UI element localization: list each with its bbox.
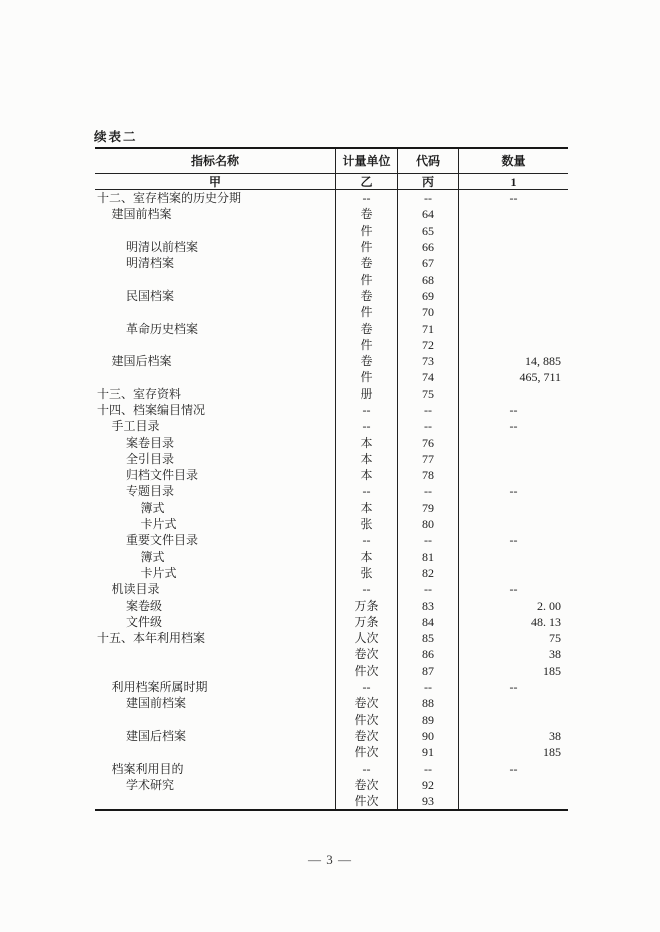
quantity-cell: 185: [458, 663, 568, 679]
table-row: [95, 695, 568, 711]
indicator-name-cell: 文件级: [126, 614, 163, 629]
quantity-cell: [458, 516, 568, 532]
indicator-name-cell: 十五、本年利用档案: [97, 631, 206, 646]
unit-cell: 卷: [335, 288, 397, 304]
indicator-name-cell: 明清档案: [126, 256, 175, 271]
indicator-name-cell: 十四、档案编目情况: [97, 403, 206, 417]
unit-cell: 件: [335, 337, 397, 353]
quantity-cell: [458, 434, 568, 450]
table-row: [95, 451, 568, 467]
code-cell: 66: [397, 239, 458, 255]
table-row: [95, 467, 568, 483]
quantity-cell: [458, 777, 568, 793]
code-cell: --: [397, 418, 458, 434]
table-continuation-label: 续表二: [94, 130, 138, 144]
unit-cell: 卷: [335, 206, 397, 222]
code-cell: 69: [397, 288, 458, 304]
table-row: [95, 483, 568, 499]
code-cell: 72: [397, 337, 458, 353]
quantity-cell: 38: [458, 646, 568, 662]
unit-cell: 万条: [335, 614, 397, 630]
indicator-name-cell: 革命历史档案: [126, 321, 199, 336]
unit-cell: 卷次: [335, 777, 397, 793]
code-cell: --: [397, 190, 458, 206]
unit-cell: --: [335, 760, 397, 776]
code-cell: 83: [397, 597, 458, 613]
indicator-name-cell: 利用档案所属时期: [111, 680, 208, 695]
indicator-name-cell: 卡片式: [140, 517, 177, 532]
code-cell: 92: [397, 777, 458, 793]
unit-cell: 本: [335, 467, 397, 483]
unit-cell: 本: [335, 500, 397, 516]
indicator-name-cell: 建国后档案: [111, 354, 172, 369]
quantity-cell: [458, 255, 568, 271]
indicator-name-cell: 重要文件目录: [126, 533, 199, 548]
indicator-name-cell: [95, 712, 335, 728]
unit-cell: 卷: [335, 255, 397, 271]
unit-cell: 件: [335, 271, 397, 287]
quantity-cell: [458, 239, 568, 255]
quantity-cell: [458, 386, 568, 402]
indicator-name-cell: 专题目录: [126, 484, 175, 499]
table-row: [95, 223, 568, 239]
table-row: [95, 646, 568, 662]
table-row: [95, 712, 568, 728]
indicator-name-cell: 簿式: [140, 549, 165, 564]
unit-cell: 人次: [335, 630, 397, 646]
code-cell: --: [397, 483, 458, 499]
quantity-cell: [458, 271, 568, 287]
code-cell: --: [397, 679, 458, 695]
col-header-indicator-name: 指标名称: [190, 154, 239, 168]
quantity-cell: --: [458, 190, 568, 206]
code-cell: 88: [397, 695, 458, 711]
table-row: [95, 565, 568, 581]
quantity-cell: --: [458, 679, 568, 695]
unit-cell: 件次: [335, 793, 397, 809]
table-row: [95, 402, 568, 418]
unit-cell: --: [335, 418, 397, 434]
code-cell: 82: [397, 565, 458, 581]
table-row: [95, 418, 568, 434]
quantity-cell: [458, 695, 568, 711]
quantity-cell: [458, 793, 568, 809]
table-row: [95, 549, 568, 565]
unit-cell: 件次: [335, 663, 397, 679]
table-row: [95, 288, 568, 304]
code-cell: 84: [397, 614, 458, 630]
code-cell: 78: [397, 467, 458, 483]
code-cell: 80: [397, 516, 458, 532]
unit-cell: 卷: [335, 320, 397, 336]
unit-cell: 本: [335, 451, 397, 467]
code-cell: 79: [397, 500, 458, 516]
code-cell: 93: [397, 793, 458, 809]
table-row: [95, 369, 568, 385]
indicator-name-cell: 机读目录: [111, 582, 160, 597]
code-cell: --: [397, 760, 458, 776]
quantity-cell: [458, 288, 568, 304]
quantity-cell: [458, 467, 568, 483]
unit-cell: 件次: [335, 712, 397, 728]
quantity-cell: 2. 00: [458, 597, 568, 613]
code-cell: 64: [397, 206, 458, 222]
unit-cell: --: [335, 532, 397, 548]
quantity-cell: [458, 304, 568, 320]
table-header-row: [95, 149, 568, 174]
quantity-cell: --: [458, 402, 568, 418]
table-row: [95, 255, 568, 271]
code-cell: 86: [397, 646, 458, 662]
unit-cell: 张: [335, 516, 397, 532]
indicator-name-cell: [95, 744, 335, 760]
unit-cell: 件: [335, 223, 397, 239]
table-row: [95, 777, 568, 793]
table-row: [95, 190, 568, 206]
table-row: [95, 386, 568, 402]
quantity-cell: --: [458, 418, 568, 434]
quantity-cell: 465, 711: [458, 369, 568, 385]
col-header-code: 代码: [397, 149, 458, 173]
quantity-cell: [458, 500, 568, 516]
indicator-name-cell: 档案利用目的: [111, 761, 184, 776]
quantity-cell: 14, 885: [458, 353, 568, 369]
quantity-cell: [458, 320, 568, 336]
indicator-name-cell: 十二、室存档案的历史分期: [97, 191, 242, 206]
indicator-name-cell: [95, 223, 335, 239]
table-row: [95, 337, 568, 353]
unit-cell: 本: [335, 434, 397, 450]
quantity-cell: --: [458, 532, 568, 548]
unit-cell: 件: [335, 369, 397, 385]
quantity-cell: [458, 206, 568, 222]
unit-cell: 万条: [335, 597, 397, 613]
table-row: [95, 793, 568, 809]
unit-cell: 卷次: [335, 646, 397, 662]
table-row: [95, 597, 568, 613]
code-cell: 89: [397, 712, 458, 728]
table-row: [95, 206, 568, 222]
table-row: [95, 630, 568, 646]
code-cell: --: [397, 532, 458, 548]
indicator-name-cell: 建国前档案: [111, 207, 172, 222]
unit-cell: 卷次: [335, 695, 397, 711]
col-header-unit: 计量单位: [335, 149, 397, 173]
indicator-name-cell: [95, 369, 335, 385]
table-row: [95, 532, 568, 548]
indicator-name-cell: [95, 793, 335, 809]
indicator-name-cell: 手工目录: [111, 419, 160, 434]
quantity-cell: [458, 337, 568, 353]
quantity-cell: [458, 451, 568, 467]
quantity-cell: --: [458, 483, 568, 499]
table-row: [95, 614, 568, 630]
unit-cell: 本: [335, 549, 397, 565]
code-cell: 81: [397, 549, 458, 565]
indicator-name-cell: [95, 304, 335, 320]
unit-cell: --: [335, 581, 397, 597]
unit-cell: --: [335, 402, 397, 418]
quantity-cell: --: [458, 581, 568, 597]
table-row: [95, 271, 568, 287]
table-row: [95, 434, 568, 450]
table-row: [95, 239, 568, 255]
indicator-name-cell: [95, 663, 335, 679]
indicator-name-cell: 全引目录: [126, 451, 175, 466]
code-cell: 85: [397, 630, 458, 646]
code-cell: 71: [397, 320, 458, 336]
col-header-quantity: 数量: [458, 149, 568, 173]
code-cell: 91: [397, 744, 458, 760]
indicator-name-cell: [95, 646, 335, 662]
table-row: [95, 353, 568, 369]
quantity-cell: [458, 223, 568, 239]
table-row: [95, 500, 568, 516]
subheader-yi: 乙: [335, 174, 397, 189]
code-cell: --: [397, 581, 458, 597]
quantity-cell: [458, 549, 568, 565]
indicator-name-cell: 归档文件目录: [126, 468, 199, 483]
table-row: [95, 320, 568, 336]
indicator-name-cell: 建国前档案: [126, 696, 187, 711]
table-row: [95, 516, 568, 532]
table-row: [95, 679, 568, 695]
indicator-name-cell: 卡片式: [140, 565, 177, 580]
quantity-cell: [458, 565, 568, 581]
code-cell: 65: [397, 223, 458, 239]
quantity-cell: --: [458, 760, 568, 776]
quantity-cell: 48. 13: [458, 614, 568, 630]
unit-cell: 张: [335, 565, 397, 581]
code-cell: 67: [397, 255, 458, 271]
quantity-cell: 38: [458, 728, 568, 744]
unit-cell: --: [335, 190, 397, 206]
unit-cell: 册: [335, 386, 397, 402]
unit-cell: 件: [335, 304, 397, 320]
table-row: [95, 744, 568, 760]
indicator-name-cell: 案卷目录: [126, 435, 175, 450]
indicator-name-cell: 民国档案: [126, 288, 175, 303]
table-row: [95, 728, 568, 744]
quantity-cell: 185: [458, 744, 568, 760]
unit-cell: --: [335, 483, 397, 499]
code-cell: 74: [397, 369, 458, 385]
page-number: — 3 —: [308, 852, 352, 867]
indicator-name-cell: 建国后档案: [126, 728, 187, 743]
code-cell: --: [397, 402, 458, 418]
code-cell: 75: [397, 386, 458, 402]
indicator-name-cell: [95, 271, 335, 287]
subheader-1: 1: [458, 174, 568, 189]
table-row: [95, 304, 568, 320]
table-body: [95, 190, 568, 809]
indicator-name-cell: 学术研究: [126, 777, 175, 792]
code-cell: 87: [397, 663, 458, 679]
subheader-bing: 丙: [397, 174, 458, 189]
code-cell: 76: [397, 434, 458, 450]
indicator-name-cell: 簿式: [140, 500, 165, 515]
subheader-jia: 甲: [208, 174, 221, 189]
indicator-name-cell: [95, 337, 335, 353]
unit-cell: 卷次: [335, 728, 397, 744]
code-cell: 90: [397, 728, 458, 744]
table-row: [95, 760, 568, 776]
quantity-cell: [458, 712, 568, 728]
indicator-name-cell: 明清以前档案: [126, 240, 199, 255]
table-row: [95, 581, 568, 597]
table-row: [95, 663, 568, 679]
code-cell: 70: [397, 304, 458, 320]
unit-cell: 卷: [335, 353, 397, 369]
indicator-name-cell: 十三、室存资料: [97, 386, 182, 401]
code-cell: 77: [397, 451, 458, 467]
unit-cell: 件次: [335, 744, 397, 760]
statistics-table: [95, 147, 568, 811]
unit-cell: --: [335, 679, 397, 695]
indicator-name-cell: 案卷级: [126, 598, 163, 613]
unit-cell: 件: [335, 239, 397, 255]
code-cell: 73: [397, 353, 458, 369]
table-subheader-row: [95, 174, 568, 190]
code-cell: 68: [397, 271, 458, 287]
quantity-cell: 75: [458, 630, 568, 646]
